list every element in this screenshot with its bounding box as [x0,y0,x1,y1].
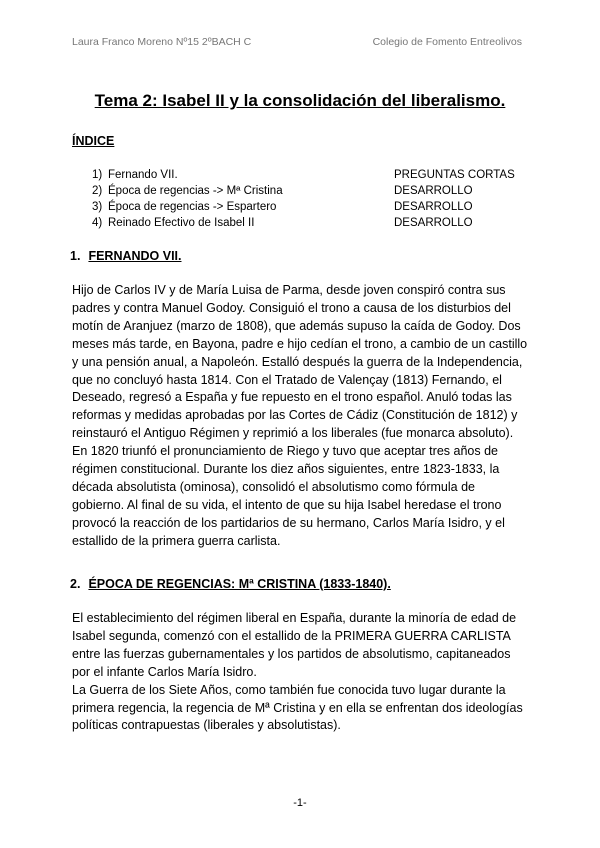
section-1-paragraph: Hijo de Carlos IV y de María Luisa de Parma, desde joven conspiró contra sus padres y contra Manuel Godoy. Consiguió el trono a causa de los disturbios del motín de Aranjuez (marzo de 1808), que además supuso la caída de Godoy. Dos meses más tarde, en Bayona, padre e hijo cedían el trono, a cambio de un castillo y una pensión anual, a Napoleón. Estalló después la guerra de la Independencia, que no concluyó hasta 1814. Con el Tratado de Valençay (1813) Fernando, el Deseado, regresó a España y fue repuesto en el trono español. Anuló todas las reformas y medidas aprobadas por las Cortes de Cádiz (Constitución de 1812) y reinstauró el Antiguo Régimen y reprimió a los liberales (fue monarca absoluto). En 1820 triunfó el pronunciamiento de Riego y tuvo que aceptar tres años de régimen constitucional. Durante los diez años siguientes, entre 1823-1833, la década absolutista (ominosa), consolidó el absolutismo como fórmula de gobierno. Al final de su vida, el intento de que su hija Isabel heredase el trono provocó la reacción de los partidarios de su hermano, Carlos María Isidro, y el estallido de la primera guerra carlista. [72,283,528,548]
section-2-title: ÉPOCA DE REGENCIAS: Mª CRISTINA (1833-1840). [88,577,391,591]
section-1-title: FERNANDO VII. [88,249,182,263]
index-item [92,183,532,199]
section-2-paragraph-1: El establecimiento del régimen liberal en España, durante la minoría de edad de Isabel segunda, comenzó con el estallido de la PRIMERA GUERRA CARLISTA entre las fuerzas gubernamentales y los partidos de absolutismo, capitaneados por el infante Carlos María Isidro. [72,611,517,679]
index-item-number: 1) [92,169,103,181]
index-item-type: DESARROLLO [394,201,473,213]
index-item [92,167,532,183]
index-list [92,167,532,231]
index-item-text: Fernando VII. [108,169,178,181]
index-item-text: Época de regencias -> Espartero [108,201,277,213]
index-item-text: Época de regencias -> Mª Cristina [108,185,283,197]
section-1-number: 1. [70,249,81,263]
index-item-type: DESARROLLO [394,217,473,229]
section-2-number: 2. [70,577,81,591]
header-school: Colegio de Fomento Entreolivos [372,36,522,48]
section-1-heading [70,249,182,263]
page-title: Tema 2: Isabel II y la consolidación del liberalismo. [94,91,506,110]
section-2-body [72,610,530,735]
page-number: -1- [293,797,307,809]
index-heading: ÍNDICE [72,134,115,148]
section-1-body [72,282,530,551]
index-item-type: DESARROLLO [394,185,473,197]
section-2-paragraph-2: La Guerra de los Siete Años, como también fue conocida tuvo lugar durante la primera regencia, la regencia de Mª Cristina y en ella se enfrentan dos ideologías políticas contrapuestas (liberales y absolutistas). [72,682,523,733]
section-2-heading [70,577,391,591]
index-item [92,199,532,215]
index-item-number: 2) [92,185,103,197]
index-item-text: Reinado Efectivo de Isabel II [108,217,255,229]
index-item-number: 4) [92,217,103,229]
index-item [92,215,532,231]
index-item-number: 3) [92,201,103,213]
index-item-type: PREGUNTAS CORTAS [394,169,515,181]
header-author: Laura Franco Moreno Nº15 2ºBACH C [72,36,252,48]
